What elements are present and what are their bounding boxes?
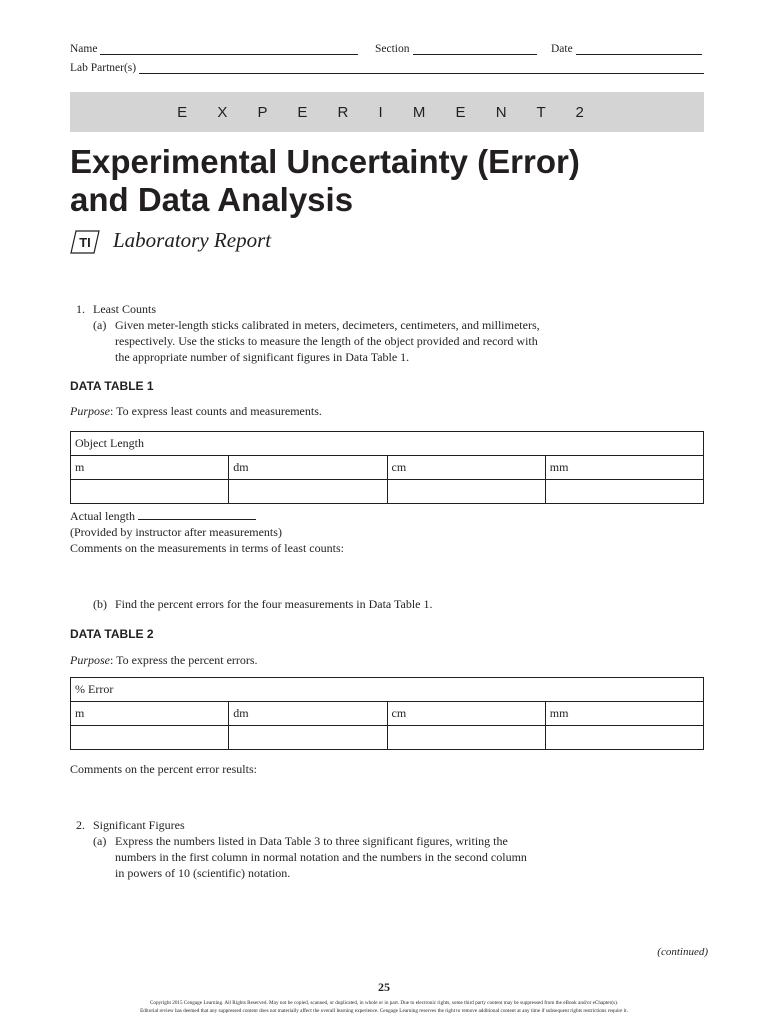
data-table-1 bbox=[70, 431, 704, 504]
provided-note: (Provided by instructor after measurements) bbox=[70, 525, 282, 539]
date-field[interactable] bbox=[551, 43, 702, 55]
q2a-line-3: in powers of 10 (scientific) notation. bbox=[115, 866, 291, 880]
entry-cell-mm[interactable] bbox=[545, 726, 703, 750]
q1-number: 1. bbox=[76, 302, 85, 316]
experiment-banner: E X P E R I M E N T 2 bbox=[70, 92, 704, 132]
name-label: Name bbox=[70, 43, 98, 55]
column-header-mm: mm bbox=[545, 456, 703, 480]
data-table-1-purpose bbox=[70, 403, 322, 419]
entry-cell-cm[interactable] bbox=[387, 480, 545, 504]
name-line bbox=[100, 43, 358, 55]
q1a-line-2: respectively. Use the sticks to measure the length of the object provided and record with bbox=[115, 334, 538, 348]
entry-cell-cm[interactable] bbox=[387, 726, 545, 750]
actual-length-line bbox=[138, 508, 256, 520]
column-header-m: m bbox=[71, 456, 229, 480]
actual-length-field[interactable] bbox=[70, 508, 256, 524]
section-line bbox=[413, 43, 537, 55]
lab-partners-field[interactable] bbox=[70, 62, 704, 74]
ti-badge-text: TI bbox=[79, 234, 91, 250]
section-field[interactable] bbox=[375, 43, 537, 55]
purpose-text: : To express least counts and measurements. bbox=[110, 404, 322, 418]
title-line-2: and Data Analysis bbox=[70, 181, 354, 218]
q2a-line-1: Express the numbers listed in Data Table 3 to three significant figures, writing the bbox=[115, 834, 508, 848]
name-field[interactable] bbox=[70, 43, 358, 55]
copyright-notice bbox=[60, 999, 708, 1015]
purpose-text: : To express the percent errors. bbox=[110, 653, 258, 667]
table-caption: Object Length bbox=[71, 432, 704, 456]
q1a-line-1: Given meter-length sticks calibrated in meters, decimeters, centimeters, and millimeters, bbox=[115, 318, 540, 332]
data-table-2-heading: DATA TABLE 2 bbox=[70, 627, 154, 641]
purpose-label: Purpose bbox=[70, 404, 110, 418]
column-header-dm: dm bbox=[229, 702, 387, 726]
title-line-1: Experimental Uncertainty (Error) bbox=[70, 143, 580, 180]
subtitle-text: Laboratory Report bbox=[113, 228, 272, 252]
lab-partners-label: Lab Partner(s) bbox=[70, 62, 137, 74]
ti-badge-icon bbox=[70, 230, 100, 252]
data-table-1-heading: DATA TABLE 1 bbox=[70, 379, 154, 393]
table-caption-row bbox=[71, 432, 704, 456]
column-header-cm: cm bbox=[387, 702, 545, 726]
entry-cell-mm[interactable] bbox=[545, 480, 703, 504]
table-caption: % Error bbox=[71, 678, 704, 702]
q2a-line-2: numbers in the first column in normal notation and the numbers in the second column bbox=[115, 850, 527, 864]
purpose-label: Purpose bbox=[70, 653, 110, 667]
q2-title: Significant Figures bbox=[93, 818, 185, 832]
q2-number: 2. bbox=[76, 818, 85, 832]
column-header-cm: cm bbox=[387, 456, 545, 480]
table-entry-row bbox=[71, 480, 704, 504]
q1a-line-3: the appropriate number of significant figures in Data Table 1. bbox=[115, 350, 410, 364]
table-caption-row bbox=[71, 678, 704, 702]
actual-length-label: Actual length bbox=[70, 509, 135, 523]
table-header-row bbox=[71, 702, 704, 726]
entry-cell-m[interactable] bbox=[71, 480, 229, 504]
least-counts-comments-prompt: Comments on the measurements in terms of least counts: bbox=[70, 541, 344, 555]
date-label: Date bbox=[551, 43, 573, 55]
data-table-2 bbox=[70, 677, 704, 750]
q1a-text bbox=[115, 317, 575, 365]
lab-partners-line bbox=[139, 62, 704, 74]
q2a-label: (a) bbox=[93, 834, 107, 848]
entry-cell-dm[interactable] bbox=[229, 726, 387, 750]
subtitle-row bbox=[70, 228, 271, 253]
entry-cell-m[interactable] bbox=[71, 726, 229, 750]
date-line bbox=[576, 43, 702, 55]
q2a-text bbox=[115, 833, 575, 881]
column-header-dm: dm bbox=[229, 456, 387, 480]
copyright-line-2: Editorial review has deemed that any suppressed content does not materially affect the overall learning experience. Cengage Learning reserves the right to remove additional content at any time if subsequent rights restrictions require it. bbox=[140, 1008, 628, 1014]
column-header-mm: mm bbox=[545, 702, 703, 726]
q1a-label: (a) bbox=[93, 318, 107, 332]
q1-title: Least Counts bbox=[93, 302, 156, 316]
column-header-m: m bbox=[71, 702, 229, 726]
table-header-row bbox=[71, 456, 704, 480]
entry-cell-dm[interactable] bbox=[229, 480, 387, 504]
percent-error-comments-prompt: Comments on the percent error results: bbox=[70, 762, 257, 776]
page-title bbox=[70, 143, 710, 219]
table-entry-row bbox=[71, 726, 704, 750]
q1b-label: (b) bbox=[93, 597, 107, 611]
data-table-2-purpose bbox=[70, 652, 258, 668]
page-number: 25 bbox=[378, 980, 390, 994]
copyright-line-1: Copyright 2015 Cengage Learning. All Rights Reserved. May not be copied, scanned, or duplicated, in whole or in part. Due to electronic rights, some third party content may be suppressed from the eBook and/or eChapter(s). bbox=[149, 1000, 619, 1006]
continued-note: (continued) bbox=[657, 946, 708, 958]
section-label: Section bbox=[375, 43, 410, 55]
q1b-text: Find the percent errors for the four measurements in Data Table 1. bbox=[115, 597, 433, 611]
ti-badge-frame bbox=[70, 230, 100, 254]
